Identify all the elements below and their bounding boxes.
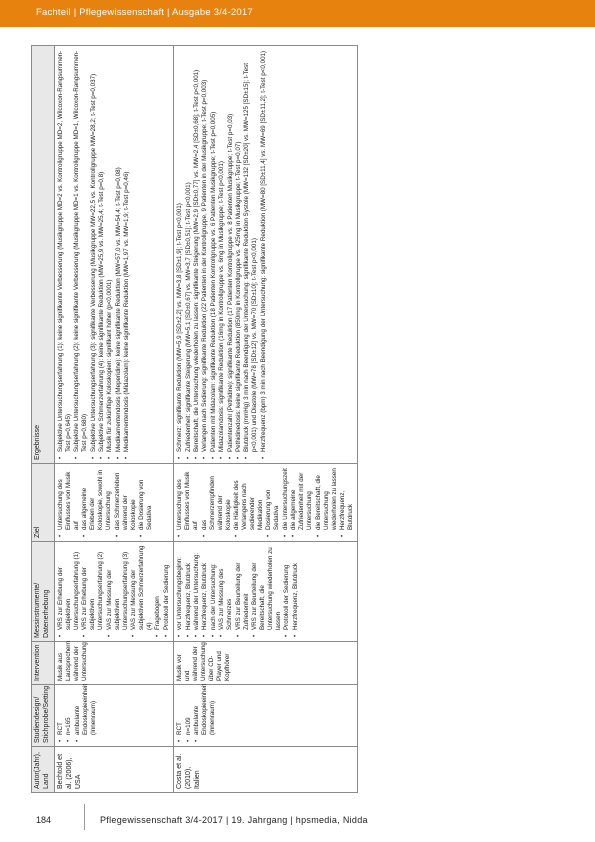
list-item: • die allgemeine Zufriedenheit mit der Untersuchung	[290, 467, 314, 530]
header-instruments: Messinstrumente/ Datenerhebung	[32, 542, 55, 642]
list-item: • RCT	[176, 688, 184, 735]
running-header: Fachteil | Pflegewissenschaft | Ausgabe 3/4-2017	[36, 7, 253, 18]
list-item: • VRS zur Erhebung der subjektiven Untersuchungserfahrung (2)	[81, 545, 105, 630]
list-item: • RCT	[57, 688, 65, 735]
list-item: • Midazolamdosis: signifikante Reduktion (16mg in Kontrollgruppe vs. 6mg in Musikgruppe; t-Test p<0,001)	[218, 49, 226, 452]
list-item: • VRS zur Erhebung der subjektiven Untersuchungserfahrung (1)	[57, 545, 81, 630]
list-item: • die Bereitschaft, die Untersuchung wiederholen zu lassen	[315, 467, 339, 530]
list-item: • Bereitschaft, die Untersuchung wiederholen zu lassen: signifikante Steigerung (MW=2,9 [SD±0,77] vs. MW=2,4 [SD±0,68]; t-Test p<0,001)	[193, 49, 201, 452]
bullet-list	[176, 545, 300, 638]
list-item: • Untersuchung des Einflusses von Musik auf	[57, 467, 81, 530]
cell-results	[54, 46, 173, 464]
cell-intervention	[174, 642, 358, 685]
list-item: • Protokoll der Sedierung	[163, 545, 171, 630]
list-item: • Pethidinedosis: keine signifikante Reduktion (850mg in Kontrollgruppe vs. 425mg in Musikgruppe; t-Test p=0,07)	[235, 49, 243, 452]
list-item: • die Untersuchungszeit	[282, 467, 290, 530]
list-item: • Subjektive Untersuchungserfahrung (2): keine signifikante Verbesserung (Musikgruppe MD=1 vs. Kontrollgruppe MD=1, Wilcoxon-Rangsummen-Test p=0,680)	[73, 49, 89, 452]
cell-design	[174, 685, 358, 747]
list-item: • Subjektive Untersuchungserfahrung (1): keine signifikante Verbesserung (Musikgruppe MD=2 vs. Kontrollgruppe MD=2, Wilcoxon-Rangsummen-Test p=0,645)	[57, 49, 73, 452]
cell-goal	[174, 464, 358, 542]
bullet-list	[176, 683, 217, 743]
list-item: • Verlangen nach Sedierung: signifikante Reduktion (22 Patienten in der Kontrollgruppe, 9 Patienten in der Musikgruppe; t-Test p=0,003)	[201, 49, 209, 452]
header-author: Autor(Jahr), Land	[32, 747, 55, 793]
bullet-list	[57, 49, 131, 460]
header-design: Studiendesign/ Stichprobe/Setting	[32, 685, 55, 747]
table-header-row	[32, 46, 55, 793]
list-item: • die Häufigkeit des Verlangens nach sedierender Medikation	[233, 467, 265, 530]
cell-instruments	[54, 542, 173, 642]
bullet-list	[57, 545, 171, 638]
list-item: • Patienten mit Midazolam: signifikante Reduktion (18 Patienten Kontrollgruppe vs. 6 Patienten Musikgruppe; t-Test p=0,005)	[210, 49, 218, 452]
header-bar	[0, 0, 595, 27]
footer-divider	[84, 804, 85, 830]
bullet-list	[176, 467, 355, 538]
list-item: • Musik für zukünftige Koloskopien: signifikant höher (p<0,0001)	[106, 49, 114, 452]
list-item: • während der Untersuchung:	[193, 545, 201, 630]
list-item: • VAS zur Messung der subjektiven Schmerzerfahrung (4)	[130, 545, 154, 630]
list-item: • Herzfrequenz (bpm) 3 min nach Beendigung der Untersuchung: signifikante Reduktion (MW=80 [SD±11,4] vs. MW=69 [SD±11,2]; t-Test p<0,001)	[260, 49, 268, 452]
cell-instruments	[174, 542, 358, 642]
cell-text: Costa et al. (2010), Italien	[176, 753, 202, 789]
list-item: • Untersuchung des Einflusses von Musik auf	[176, 467, 200, 530]
list-item: • Dosierung von Sedativa	[265, 467, 281, 530]
list-item: • Zufriedenheit: signifikante Steigerung (MW=5,1 [SD±0,67] vs. MW=3,7 [SD±0,51]; t-Test p<0,001)	[185, 49, 193, 452]
list-item: • n=109	[185, 688, 193, 735]
list-item: • die Dosierung von Sedativa	[138, 467, 154, 530]
list-item: • Patientenzahl (Pethidine): signifikante Reduktion (17 Patienten Kontrollgruppe vs. 8 Patienten Musikgruppe; t-Test p=0,03)	[227, 49, 235, 452]
list-item: • Herzfrequenz, Blutdruck	[185, 545, 193, 630]
list-item: • VAS zur Messung der subjektiven Untersuchungserfahrung (3)	[106, 545, 130, 630]
cell-goal	[54, 464, 173, 542]
list-item: • VRS zur Beurteilung der Bereitschaft, die Untersuchung wiederholen zu lassen	[251, 545, 283, 630]
list-item: • Blutdruck (mmHg) 3 min nach Beendigung der Untersuchung: signifikante Reduktion Systole (MW=132 [SD±20] vs. MW=125 [SD±15]; t-Test p<0,001) und Diastole (MW=78 [SD±12] vs. MW=70 [SD±10]; t-Test p<0,001)	[243, 49, 259, 452]
list-item: • Herzfrequenz, Blutdruck	[339, 467, 355, 530]
list-item: • ambulante Endoskopieeinheit (Innenraum)	[193, 688, 217, 735]
header-intervention: Intervention	[32, 642, 55, 685]
footer-text: Pflegewissenschaft 3/4-2017 | 19. Jahrgang | hpsmedia, Nidda	[100, 815, 368, 825]
cell-text: Musik vor und während der Untersuchung über CD-Player und Kopfhörer	[176, 642, 232, 681]
list-item: • Medikamentendosis (Midazolam): keine signifikante Reduktion (MW=1,97 vs. MW=1,9; t-Test p=0,46)	[123, 49, 131, 452]
study-table	[31, 45, 358, 793]
table-row	[54, 46, 173, 793]
list-item: • Schmerz: signifikante Reduktion (MW=5,9 [SD±2,2] vs. MW=3,8 [SD±1,9]; t-Test p<0,001)	[176, 49, 184, 452]
list-item: • Herzfrequenz, Blutdruck	[201, 545, 209, 630]
list-item: • Herzfrequenz, Blutdruck	[292, 545, 300, 630]
list-item: • ambulante Endoskopieeinheit (Innenraum)	[74, 688, 98, 735]
list-item: • Protokoll der Sedierung	[283, 545, 291, 630]
list-item: • vor Untersuchungsbeginn:	[176, 545, 184, 630]
header-goal: Ziel	[32, 464, 55, 542]
table-row	[174, 46, 358, 793]
cell-text: Bechtold et al. (2006), USA	[56, 753, 82, 789]
cell-intervention	[54, 642, 173, 685]
list-item: • das allgemeine Erleben der Koloskopie, sowohl in Untersuchung	[81, 467, 113, 530]
list-item: • nach der Untersuchung:	[210, 545, 218, 630]
bullet-list	[56, 683, 98, 743]
cell-author	[174, 747, 358, 793]
header-results: Ergebnisse	[32, 46, 55, 464]
list-item: • Fragebogen	[154, 545, 162, 630]
bullet-list	[57, 467, 154, 538]
cell-text: Musik aus Lautsprechern während der Untersuchung	[56, 641, 88, 681]
cell-author	[54, 747, 173, 793]
list-item: • das Schmerzerleben während der Koloskopie	[114, 467, 138, 530]
list-item: • Subjektive Untersuchungserfahrung (3): signifikante Verbesserung (Musikgruppe MW=22,5 vs. Kontrollgruppe MW=28,2; t-Test p=0,037)	[90, 49, 98, 452]
list-item: • VRS zur Beurteilung der Zufriedenheit	[235, 545, 251, 630]
list-item: • VAS zur Messung des Schmerzes	[218, 545, 234, 630]
cell-results	[174, 46, 358, 464]
list-item: • Medikamentendosis (Meperidine): keine signifikante Reduktion (MW=57,0 vs. MW=54,4; t-Test p=0,08)	[115, 49, 123, 452]
list-item: • Subjektive Schmerzerfahrung (4): keine signifikante Reduktion (MW=25,9 vs. MW=25,4; t-Test p=0,8)	[98, 49, 106, 452]
list-item: • das Schmerzempfinden während der Koloskopie	[201, 467, 233, 530]
cell-design	[54, 685, 173, 747]
rotated-table-container	[31, 46, 569, 793]
bullet-list	[176, 49, 268, 460]
page-number: 184	[36, 815, 52, 825]
list-item: • n=165	[65, 688, 73, 735]
